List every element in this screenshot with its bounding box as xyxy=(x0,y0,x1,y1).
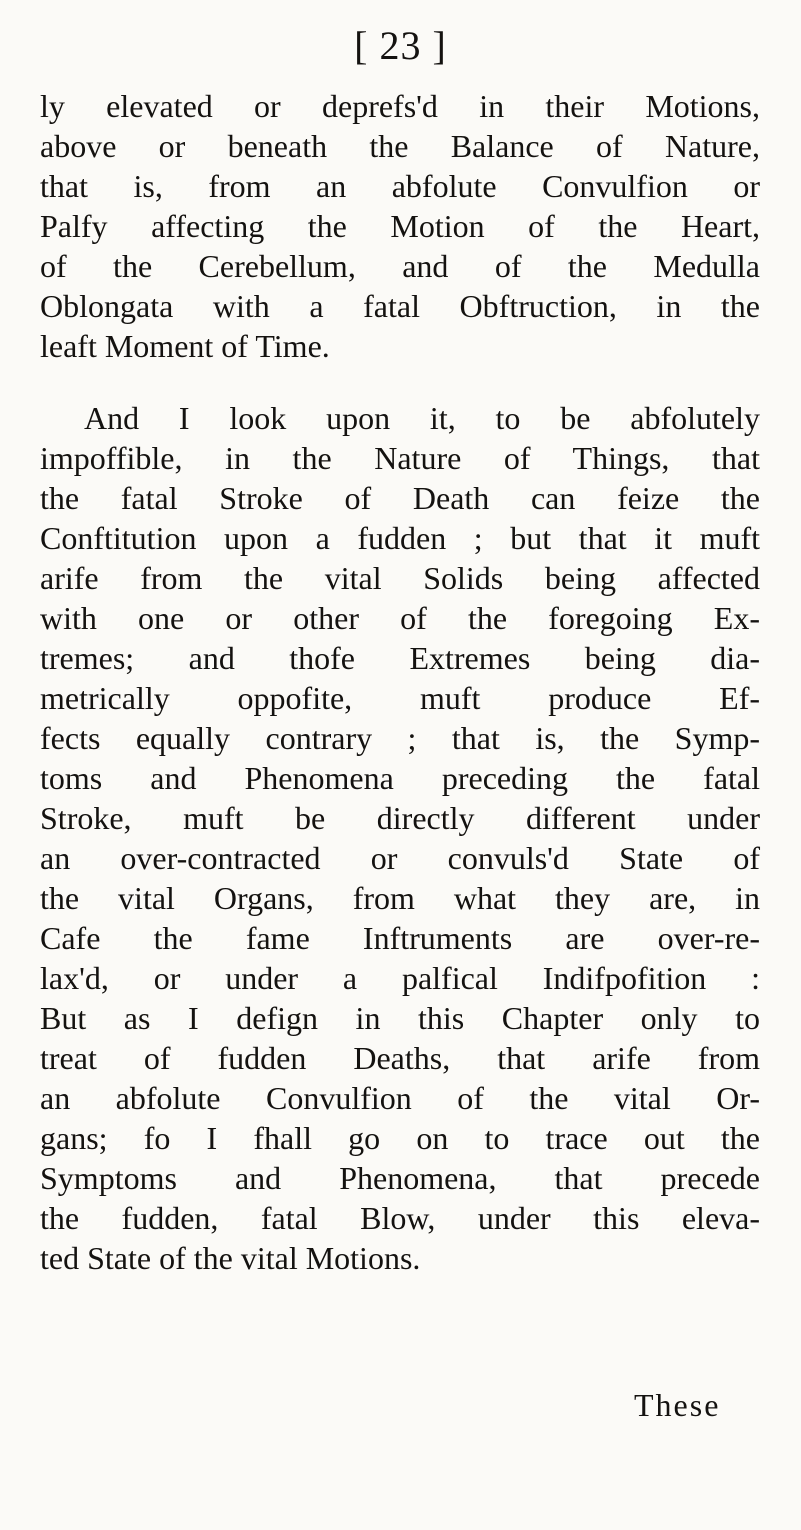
text-line: an abfolute Convulfion of the vital Or- xyxy=(40,1080,760,1116)
text-line: of the Cerebellum, and of the Medulla xyxy=(40,248,760,284)
text-line: And I look upon it, to be abfolutely xyxy=(84,400,760,436)
text-line: Conftitution upon a fudden ; but that it muft xyxy=(40,520,760,556)
paragraph-2 xyxy=(40,398,760,1278)
text-line: Palfy affecting the Motion of the Heart, xyxy=(40,208,760,244)
text-line: gans; fo I fhall go on to trace out the xyxy=(40,1120,760,1156)
text-line: Cafe the fame Inftruments are over-re- xyxy=(40,920,760,956)
text-line: lax'd, or under a palfical Indifpofition : xyxy=(40,960,760,996)
catchword: These xyxy=(634,1387,721,1423)
text-line: impoffible, in the Nature of Things, that xyxy=(40,440,760,476)
body-text xyxy=(40,86,760,1278)
text-line: an over-contracted or convuls'd State of xyxy=(40,840,760,876)
text-line: above or beneath the Balance of Nature, xyxy=(40,128,760,164)
text-line: Stroke, muft be directly different under xyxy=(40,800,760,836)
text-line: the vital Organs, from what they are, in xyxy=(40,880,760,916)
text-line: fects equally contrary ; that is, the Symp- xyxy=(40,720,760,756)
text-line: leaft Moment of Time. xyxy=(40,328,330,364)
text-line: But as I defign in this Chapter only to xyxy=(40,1000,760,1036)
text-line: ted State of the vital Motions. xyxy=(40,1240,421,1276)
text-line: the fudden, fatal Blow, under this eleva- xyxy=(40,1200,760,1236)
text-line: that is, from an abfolute Convulfion or xyxy=(40,168,760,204)
text-line: Symptoms and Phenomena, that precede xyxy=(40,1160,760,1196)
text-line: toms and Phenomena preceding the fatal xyxy=(40,760,760,796)
page-number: [ 23 ] xyxy=(354,23,447,68)
text-line: metrically oppofite, muft produce Ef- xyxy=(40,680,760,716)
text-line: Oblongata with a fatal Obftruction, in the xyxy=(40,288,760,324)
text-line: treat of fudden Deaths, that arife from xyxy=(40,1040,760,1076)
text-line: the fatal Stroke of Death can feize the xyxy=(40,480,760,516)
text-line: arife from the vital Solids being affected xyxy=(40,560,760,596)
paragraph-gap xyxy=(40,366,760,398)
text-line: tremes; and thofe Extremes being dia- xyxy=(40,640,760,676)
paragraph-1 xyxy=(40,86,760,366)
text-line: ly elevated or deprefs'd in their Motions, xyxy=(40,88,760,124)
text-line: with one or other of the foregoing Ex- xyxy=(40,600,760,636)
